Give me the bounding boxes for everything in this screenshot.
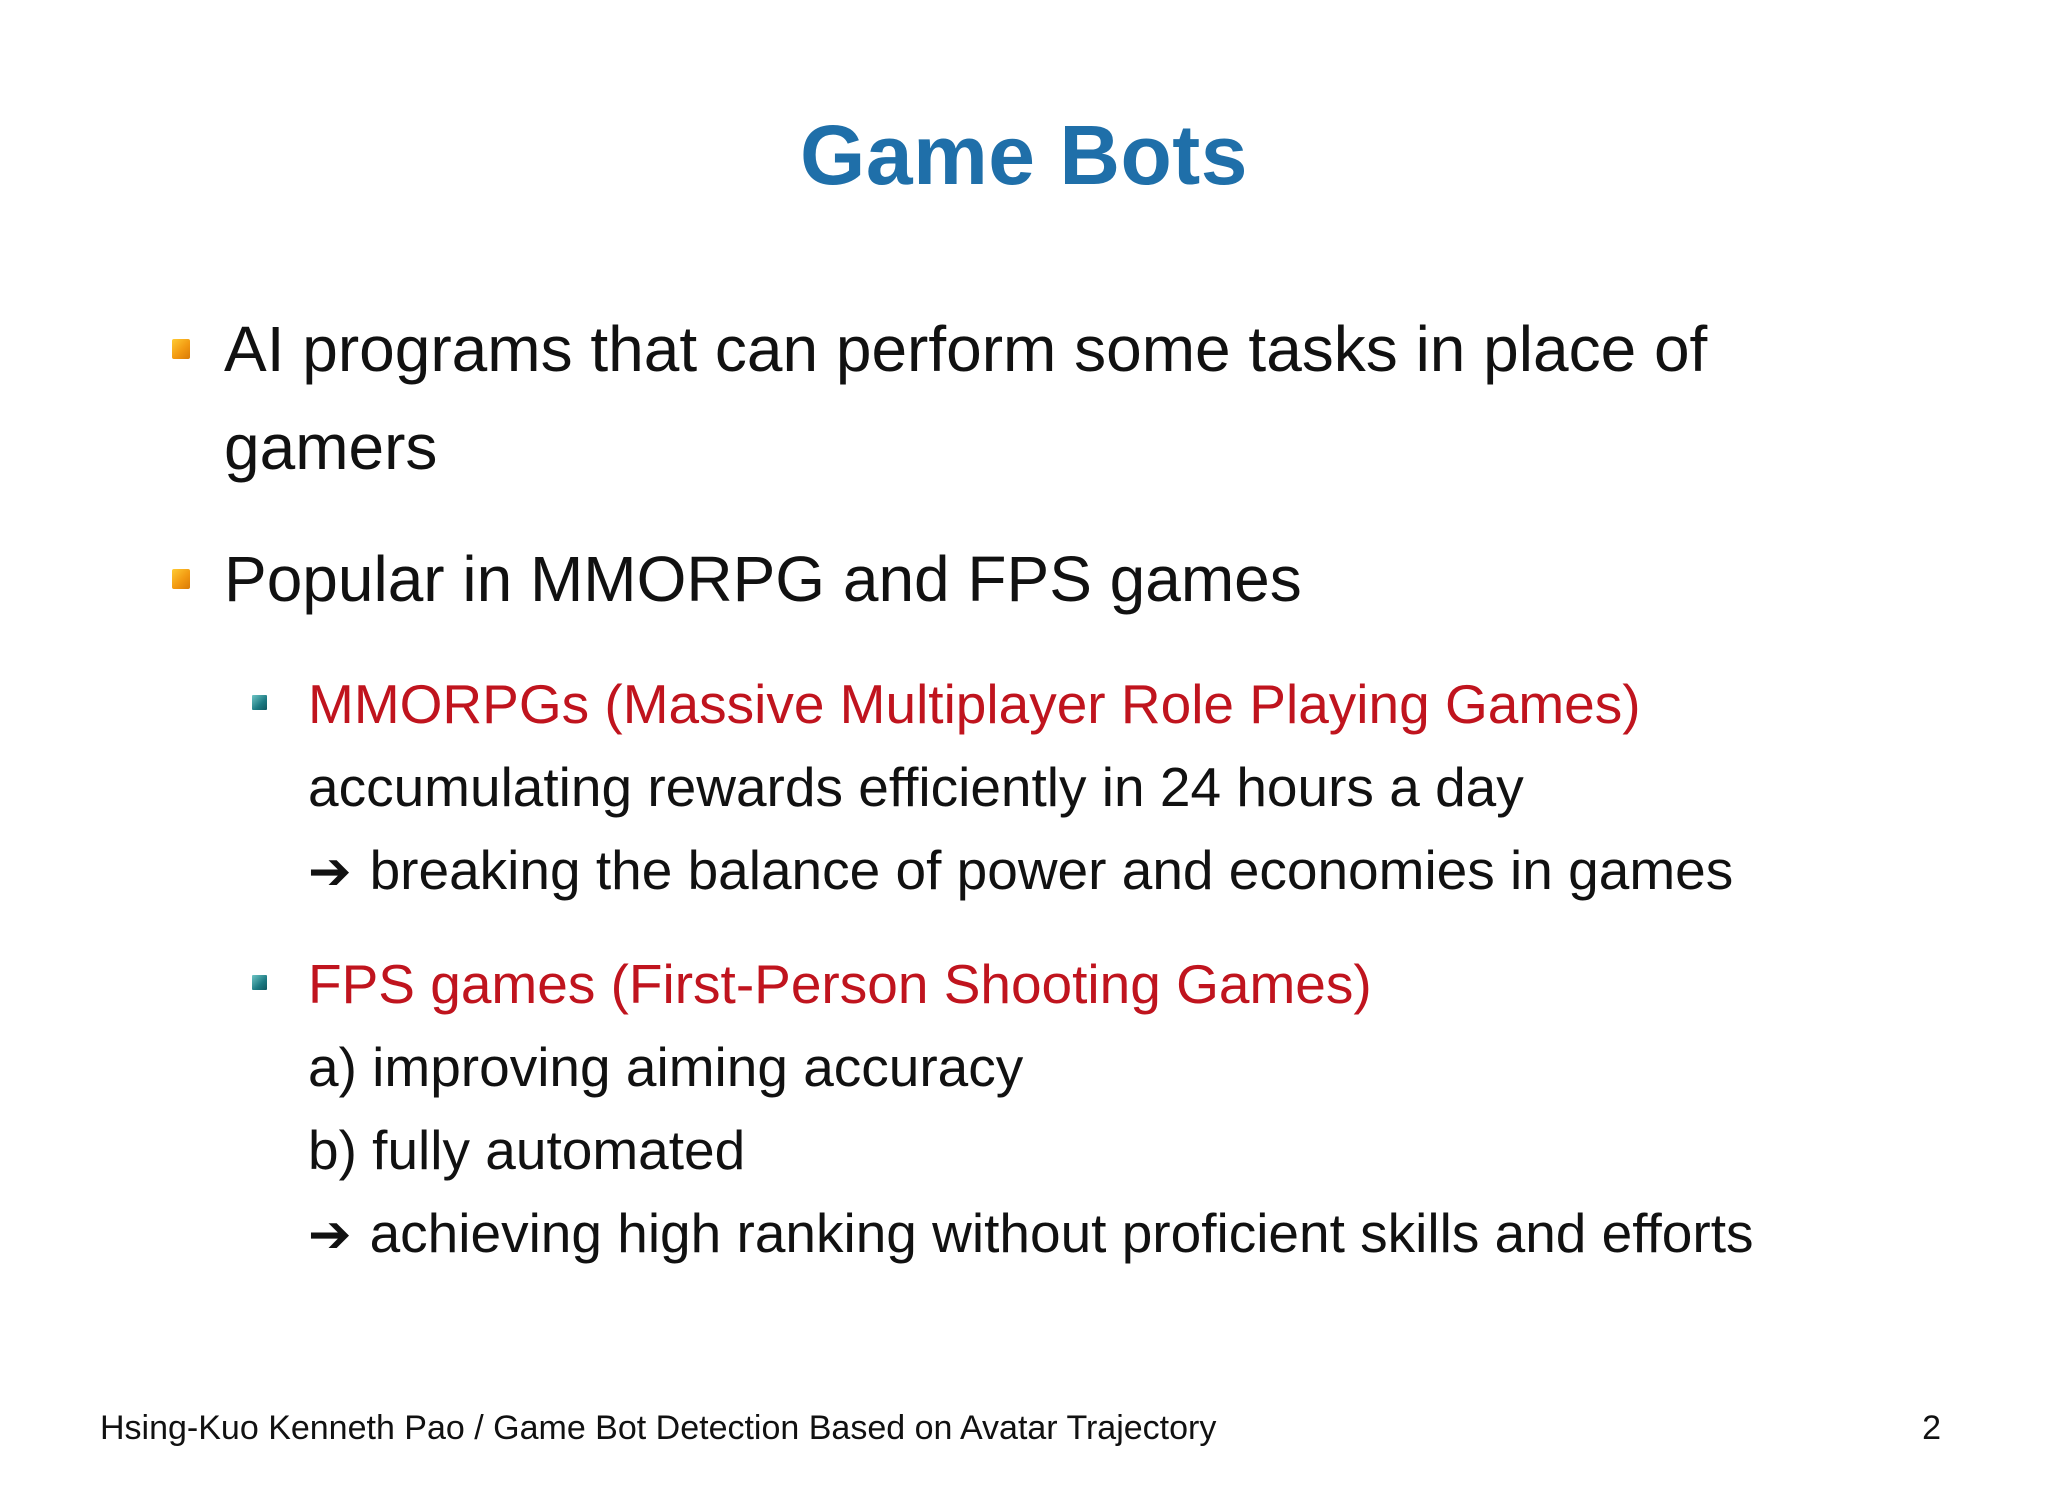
page-number: 2: [1922, 1409, 1941, 1447]
right-arrow-icon: ➔: [308, 842, 352, 902]
sub-bullet-line: achieving high ranking without proficient skills and efforts: [369, 1202, 1754, 1264]
teal-square-bullet-icon: [252, 695, 267, 710]
sub-bullet-arrow-line: [308, 829, 1972, 914]
bullet-line: AI programs that can perform some tasks in place of: [224, 313, 1708, 385]
bullet-line: Popular in MMORPG and FPS games: [224, 543, 1302, 615]
sub-bullet-line: a) improving aiming accuracy: [308, 1036, 1024, 1098]
slide-title: Game Bots: [800, 108, 1248, 202]
footer-author-title: Hsing-Kuo Kenneth Pao / Game Bot Detection Based on Avatar Trajectory: [100, 1409, 1217, 1447]
slide-background: [0, 0, 195, 1492]
sub-bullet-line: breaking the balance of power and economies in games: [369, 839, 1734, 901]
teal-square-bullet-icon: [252, 975, 267, 990]
sub-bullet-line: accumulating rewards efficiently in 24 hours a day: [308, 756, 1524, 818]
orange-square-bullet-icon: [172, 569, 190, 589]
sub-bullet-text: [308, 943, 1972, 1277]
bullet-ai-programs: [172, 300, 1932, 496]
sub-bullet-fps: [252, 943, 1972, 1277]
bullet-text: [224, 530, 1932, 628]
sub-bullet-mmorpg: [252, 663, 1972, 914]
sub-bullet-arrow-line: [308, 1192, 1972, 1277]
bullet-popular: [172, 530, 1932, 628]
right-arrow-icon: ➔: [308, 1205, 352, 1265]
sub-bullet-heading: FPS games (First-Person Shooting Games): [308, 953, 1372, 1015]
orange-square-bullet-icon: [172, 339, 190, 359]
bullet-text: [224, 300, 1932, 496]
sub-bullet-heading: MMORPGs (Massive Multiplayer Role Playing Games): [308, 673, 1641, 735]
bullet-line: gamers: [224, 411, 438, 483]
sub-bullet-text: [308, 663, 1972, 914]
sub-bullet-line: b) fully automated: [308, 1119, 746, 1181]
